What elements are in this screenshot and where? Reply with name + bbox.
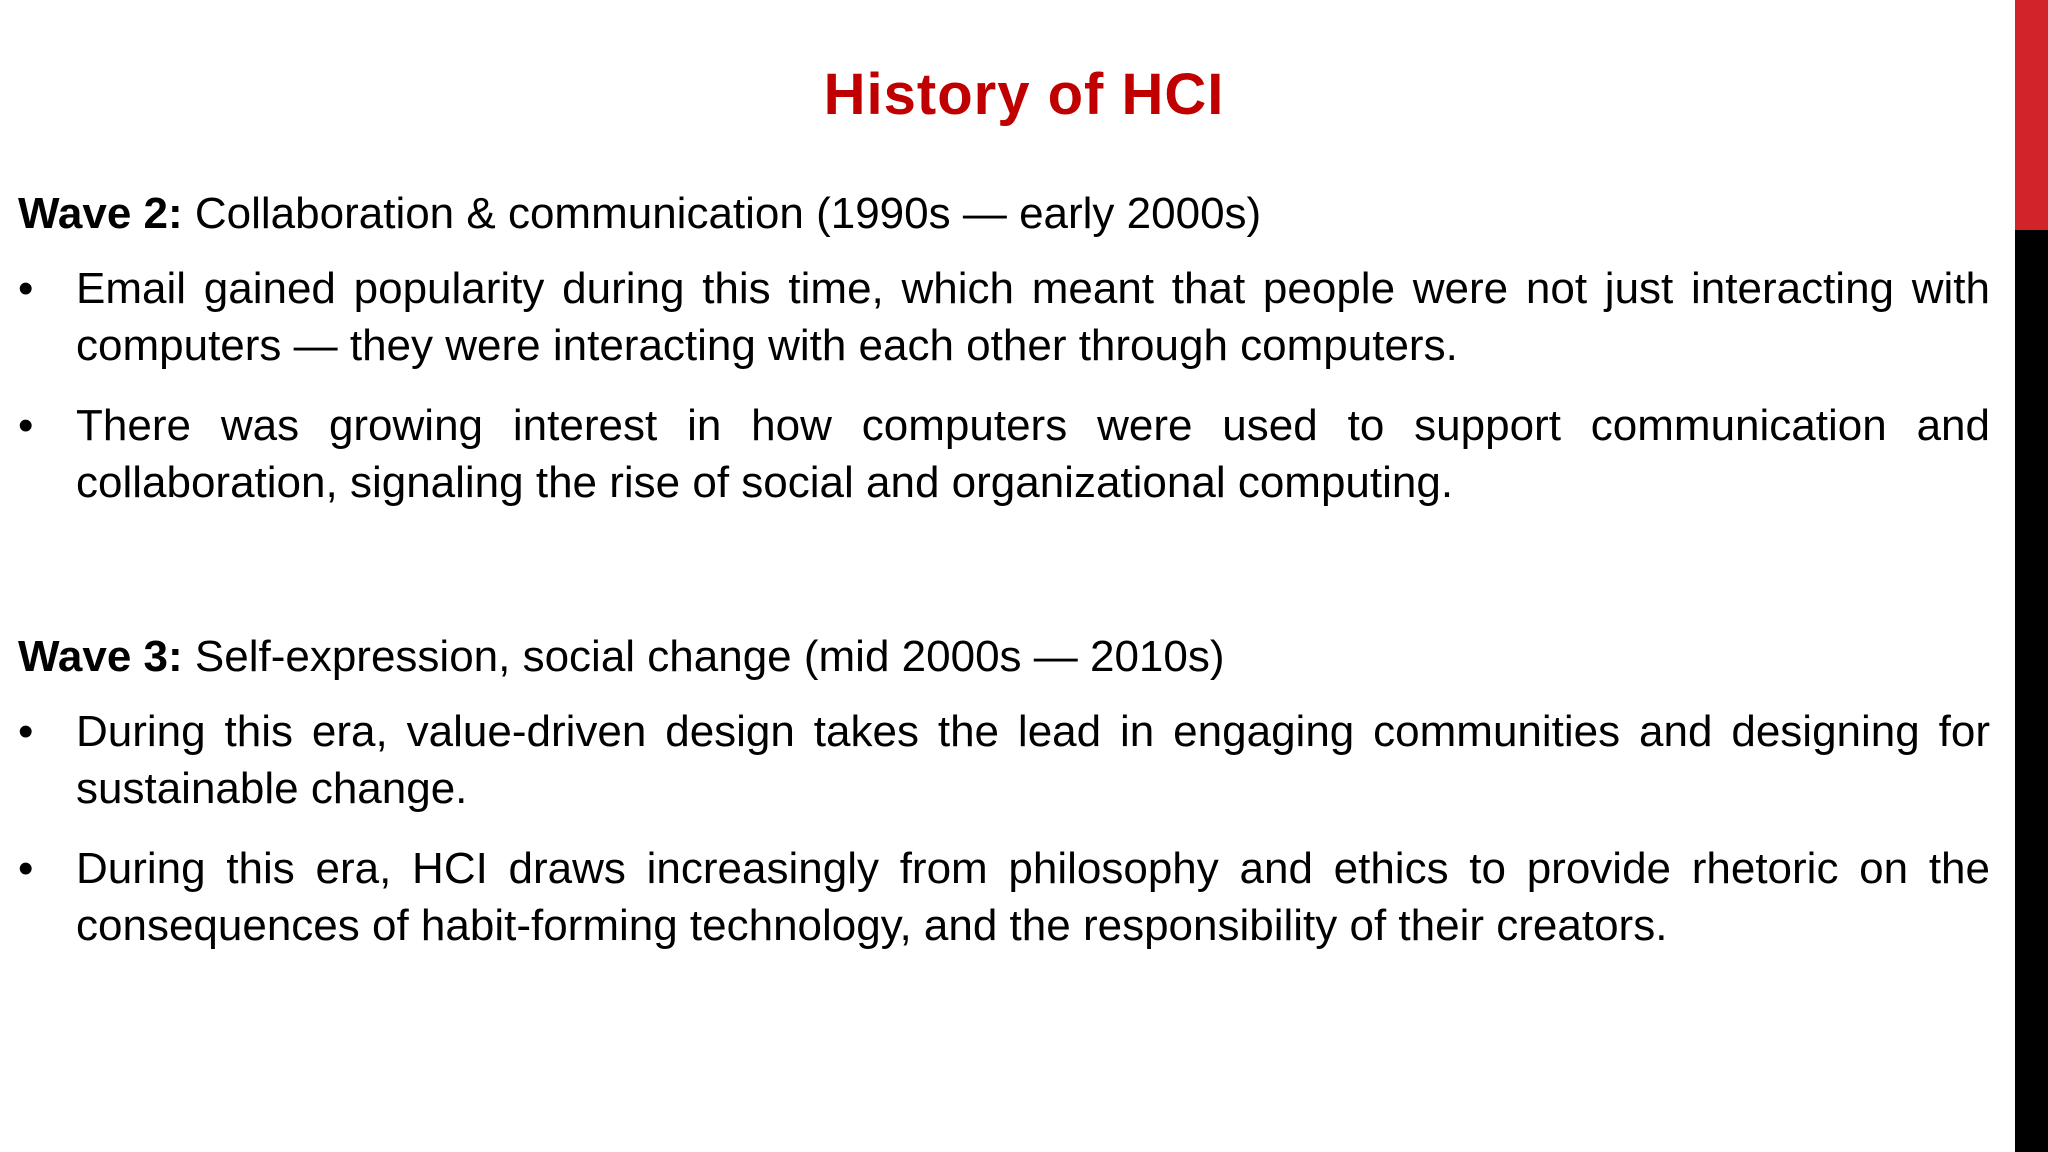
- list-item: [18, 397, 1990, 511]
- list-item: [18, 703, 1990, 817]
- bullet-icon: •: [18, 264, 34, 313]
- slide-content: [18, 182, 1990, 977]
- wave-2-heading: [18, 182, 1990, 246]
- bullet-icon: •: [18, 401, 34, 450]
- accent-bar-red-segment: [2015, 0, 2048, 230]
- wave-2-description: Collaboration & communication (1990s — early 2000s): [182, 189, 1262, 238]
- list-item: [18, 260, 1990, 374]
- wave-2-bullet-list: [18, 260, 1990, 511]
- wave-3-bullet-list: [18, 703, 1990, 954]
- bullet-text: There was growing interest in how computers were used to support communication and collaboration, signaling the rise of social and organizational computing.: [76, 401, 1990, 507]
- spacer: [18, 534, 1990, 625]
- bullet-text: During this era, HCI draws increasingly from philosophy and ethics to provide rhetoric on the consequences of habit-forming technology, and the responsibility of their creators.: [76, 844, 1990, 950]
- bullet-icon: •: [18, 707, 34, 756]
- bullet-icon: •: [18, 844, 34, 893]
- wave-3-label: Wave 3:: [18, 632, 183, 681]
- wave-3-heading: [18, 625, 1990, 689]
- wave-2-label: Wave 2:: [18, 189, 183, 238]
- slide-title: History of HCI: [823, 62, 1225, 127]
- list-item: [18, 840, 1990, 954]
- bullet-text: Email gained popularity during this time, which meant that people were not just interacting with computers — they were interacting with each other through computers.: [76, 264, 1990, 370]
- wave-3-description: Self-expression, social change (mid 2000s — 2010s): [182, 632, 1225, 681]
- bullet-text: During this era, value-driven design takes the lead in engaging communities and designing for sustainable change.: [76, 707, 1990, 813]
- accent-bar: [2015, 0, 2048, 1152]
